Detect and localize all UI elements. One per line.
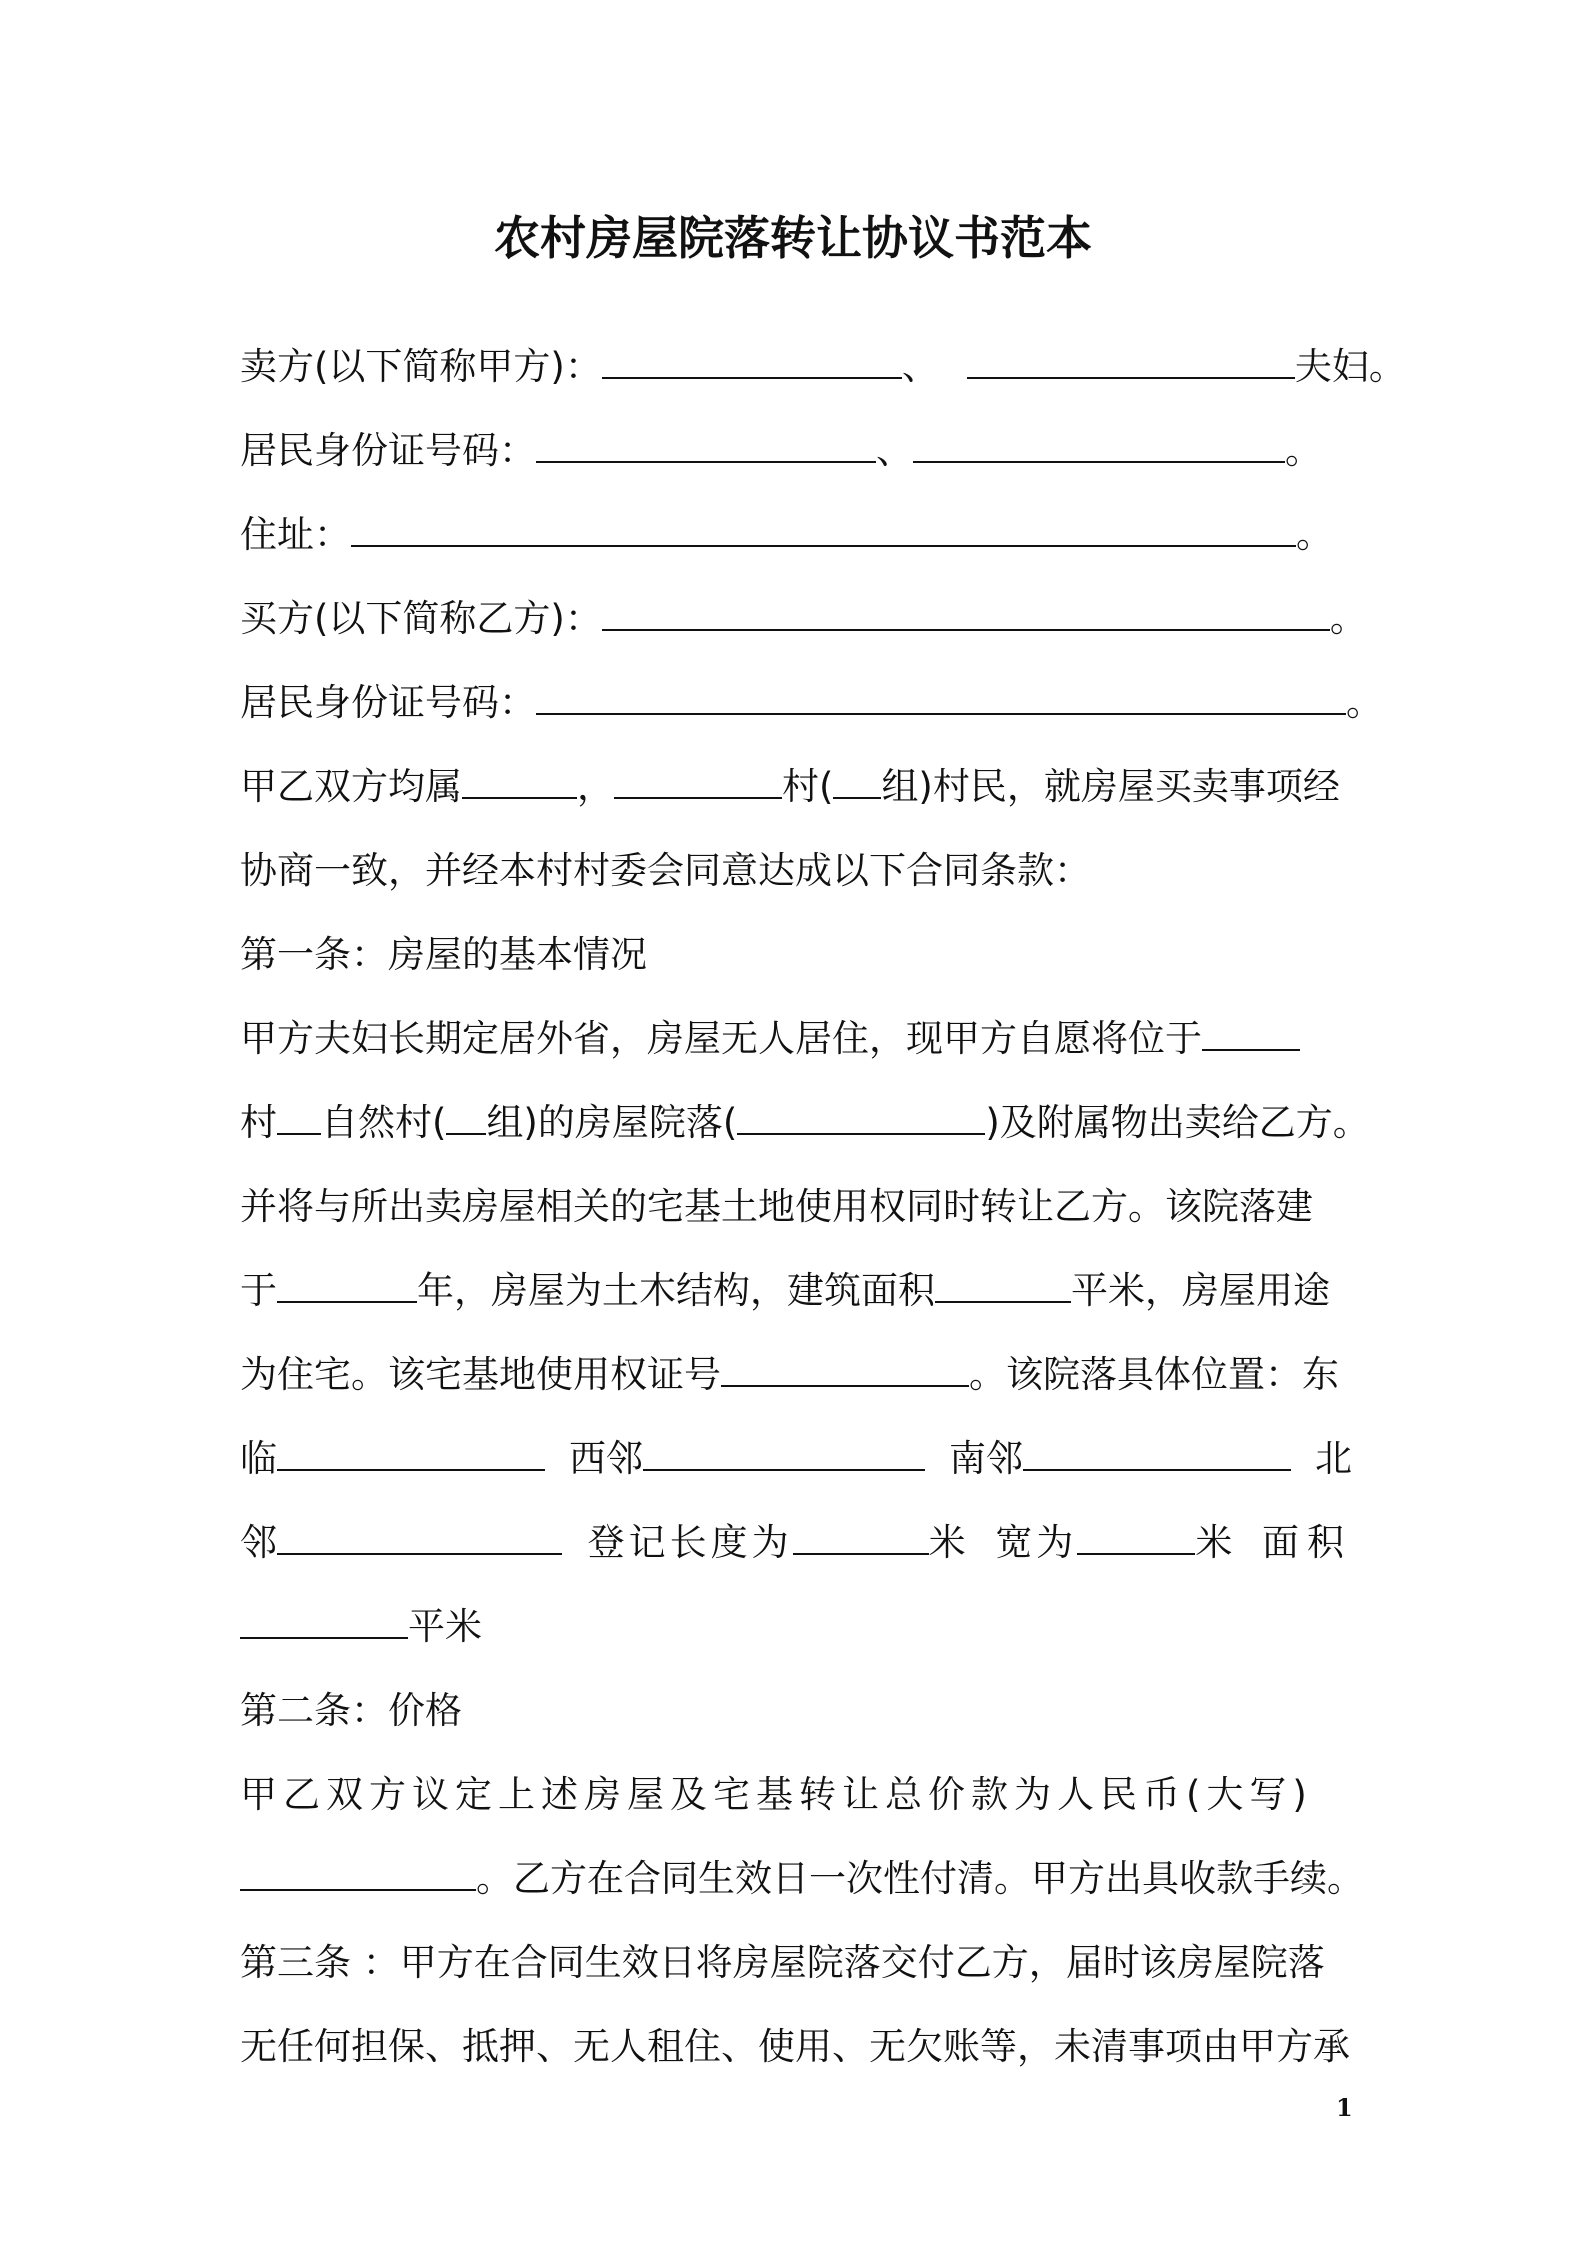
article-1-line-4 — [240, 1266, 1360, 1316]
group-blank[interactable] — [833, 763, 881, 799]
east-boundary-blank[interactable] — [277, 1435, 545, 1471]
buyer-end: 。 — [1329, 597, 1367, 640]
width-blank[interactable] — [1077, 1519, 1195, 1555]
north-boundary-blank[interactable] — [277, 1519, 562, 1555]
article-1-text: 为住宅。该宅基地使用权证号 — [240, 1353, 721, 1396]
separator: 、 — [901, 345, 939, 388]
article-1-line-2 — [240, 1098, 1370, 1148]
intro-line-1 — [240, 762, 1360, 812]
seller-end: 夫妇。 — [1294, 345, 1406, 388]
floor-area-blank[interactable] — [935, 1267, 1071, 1303]
page-number: 1 — [1336, 2093, 1353, 2122]
seller-name-blank-1[interactable] — [602, 343, 902, 379]
courtyard-blank[interactable] — [737, 1099, 985, 1135]
south-boundary-blank[interactable] — [1023, 1435, 1291, 1471]
price-blank[interactable] — [240, 1855, 476, 1891]
article-1-text: 临 — [240, 1437, 277, 1480]
article-1-text: 面积 — [1261, 1521, 1352, 1564]
article-1-line-1 — [240, 1014, 1360, 1064]
township-blank[interactable] — [462, 763, 577, 799]
article-2-text: 。乙方在合同生效日一次性付清。甲方出具收款手续。 — [476, 1857, 1364, 1900]
buyer-label: 买方(以下简称乙方)： — [240, 597, 602, 640]
article-1-text: 村 — [240, 1101, 277, 1144]
natural-village-blank[interactable] — [277, 1099, 321, 1135]
article-1-line-7 — [240, 1518, 1352, 1568]
buyer-id-end: 。 — [1346, 681, 1383, 724]
intro-text: ， — [577, 765, 614, 808]
west-boundary-blank[interactable] — [643, 1435, 925, 1471]
intro-line-2: 协商一致，并经本村村委会同意达成以下合同条款： — [240, 849, 1091, 892]
document-title: 农村房屋院落转让协议书范本 — [494, 211, 1092, 265]
article-1-text: 组)的房屋院落( — [486, 1101, 738, 1144]
village-blank[interactable] — [614, 763, 782, 799]
location-blank[interactable] — [1202, 1015, 1300, 1051]
article-1-text: 北 — [1315, 1437, 1352, 1480]
article-3-line-1: 第三条 ：甲方在合同生效日将房屋院落交付乙方，届时该房屋院落 — [240, 1941, 1325, 1984]
address-line — [240, 510, 1360, 560]
article-1-text: 平米 — [408, 1605, 482, 1648]
seller-line — [240, 342, 1406, 392]
article-1-line-8 — [240, 1602, 1360, 1652]
article-1-text: 宽为 — [995, 1521, 1078, 1564]
intro-text: 甲乙双方均属 — [240, 765, 462, 808]
seller-id-label: 居民身份证号码： — [240, 429, 536, 472]
address-end: 。 — [1296, 513, 1333, 556]
intro-text: 村( — [782, 765, 834, 808]
article-1-text: 邻 — [240, 1521, 277, 1564]
article-1-text: 平米，房屋用途 — [1071, 1269, 1330, 1312]
seller-id-end: 。 — [1285, 429, 1322, 472]
article-1-text: 西邻 — [569, 1437, 643, 1480]
land-certificate-blank[interactable] — [721, 1351, 969, 1387]
article-3-line-2: 无任何担保、抵押、无人租住、使用、无欠账等，未清事项由甲方承 — [240, 2025, 1350, 2068]
article-1-text: 。该院落具体位置：东 — [969, 1353, 1339, 1396]
article-1-text: )及附属物出卖给乙方。 — [985, 1101, 1370, 1144]
buyer-line — [240, 594, 1367, 644]
seller-id-blank-1[interactable] — [536, 427, 876, 463]
article-1-text: 米 — [1195, 1521, 1237, 1564]
separator: 、 — [876, 429, 913, 472]
article-1-text: 登记长度为 — [587, 1521, 793, 1564]
area-blank[interactable] — [240, 1603, 408, 1639]
intro-text: 组)村民，就房屋买卖事项经 — [881, 765, 1340, 808]
address-blank[interactable] — [351, 511, 1296, 547]
seller-name-blank-2[interactable] — [967, 343, 1295, 379]
article-2-title: 第二条：价格 — [240, 1689, 462, 1732]
article-1-text: 年，房屋为土木结构，建筑面积 — [417, 1269, 935, 1312]
length-blank[interactable] — [793, 1519, 929, 1555]
article-2-line-1: 甲乙双方议定上述房屋及宅基转让总价款为人民币(大写) — [240, 1773, 1313, 1816]
article-1-text: 米 — [928, 1521, 970, 1564]
article-1-text: 甲方夫妇长期定居外省，房屋无人居住，现甲方自愿将位于 — [240, 1017, 1202, 1060]
group-blank-2[interactable] — [446, 1099, 486, 1135]
article-1-text: 自然村( — [321, 1101, 447, 1144]
seller-id-line — [240, 426, 1360, 476]
article-1-text: 南邻 — [949, 1437, 1023, 1480]
address-label: 住址： — [240, 513, 351, 556]
article-1-line-5 — [240, 1350, 1360, 1400]
seller-label: 卖方(以下简称甲方)： — [240, 345, 602, 388]
year-built-blank[interactable] — [277, 1267, 417, 1303]
buyer-name-blank[interactable] — [602, 595, 1330, 631]
buyer-id-label: 居民身份证号码： — [240, 681, 536, 724]
seller-id-blank-2[interactable] — [913, 427, 1285, 463]
article-1-text: 于 — [240, 1269, 277, 1312]
article-1-title: 第一条：房屋的基本情况 — [240, 933, 647, 976]
buyer-id-line — [240, 678, 1383, 728]
article-1-line-6 — [240, 1434, 1352, 1484]
article-2-line-2 — [240, 1854, 1364, 1904]
article-1-line-3: 并将与所出卖房屋相关的宅基土地使用权同时转让乙方。该院落建 — [240, 1185, 1313, 1228]
buyer-id-blank[interactable] — [536, 679, 1346, 715]
